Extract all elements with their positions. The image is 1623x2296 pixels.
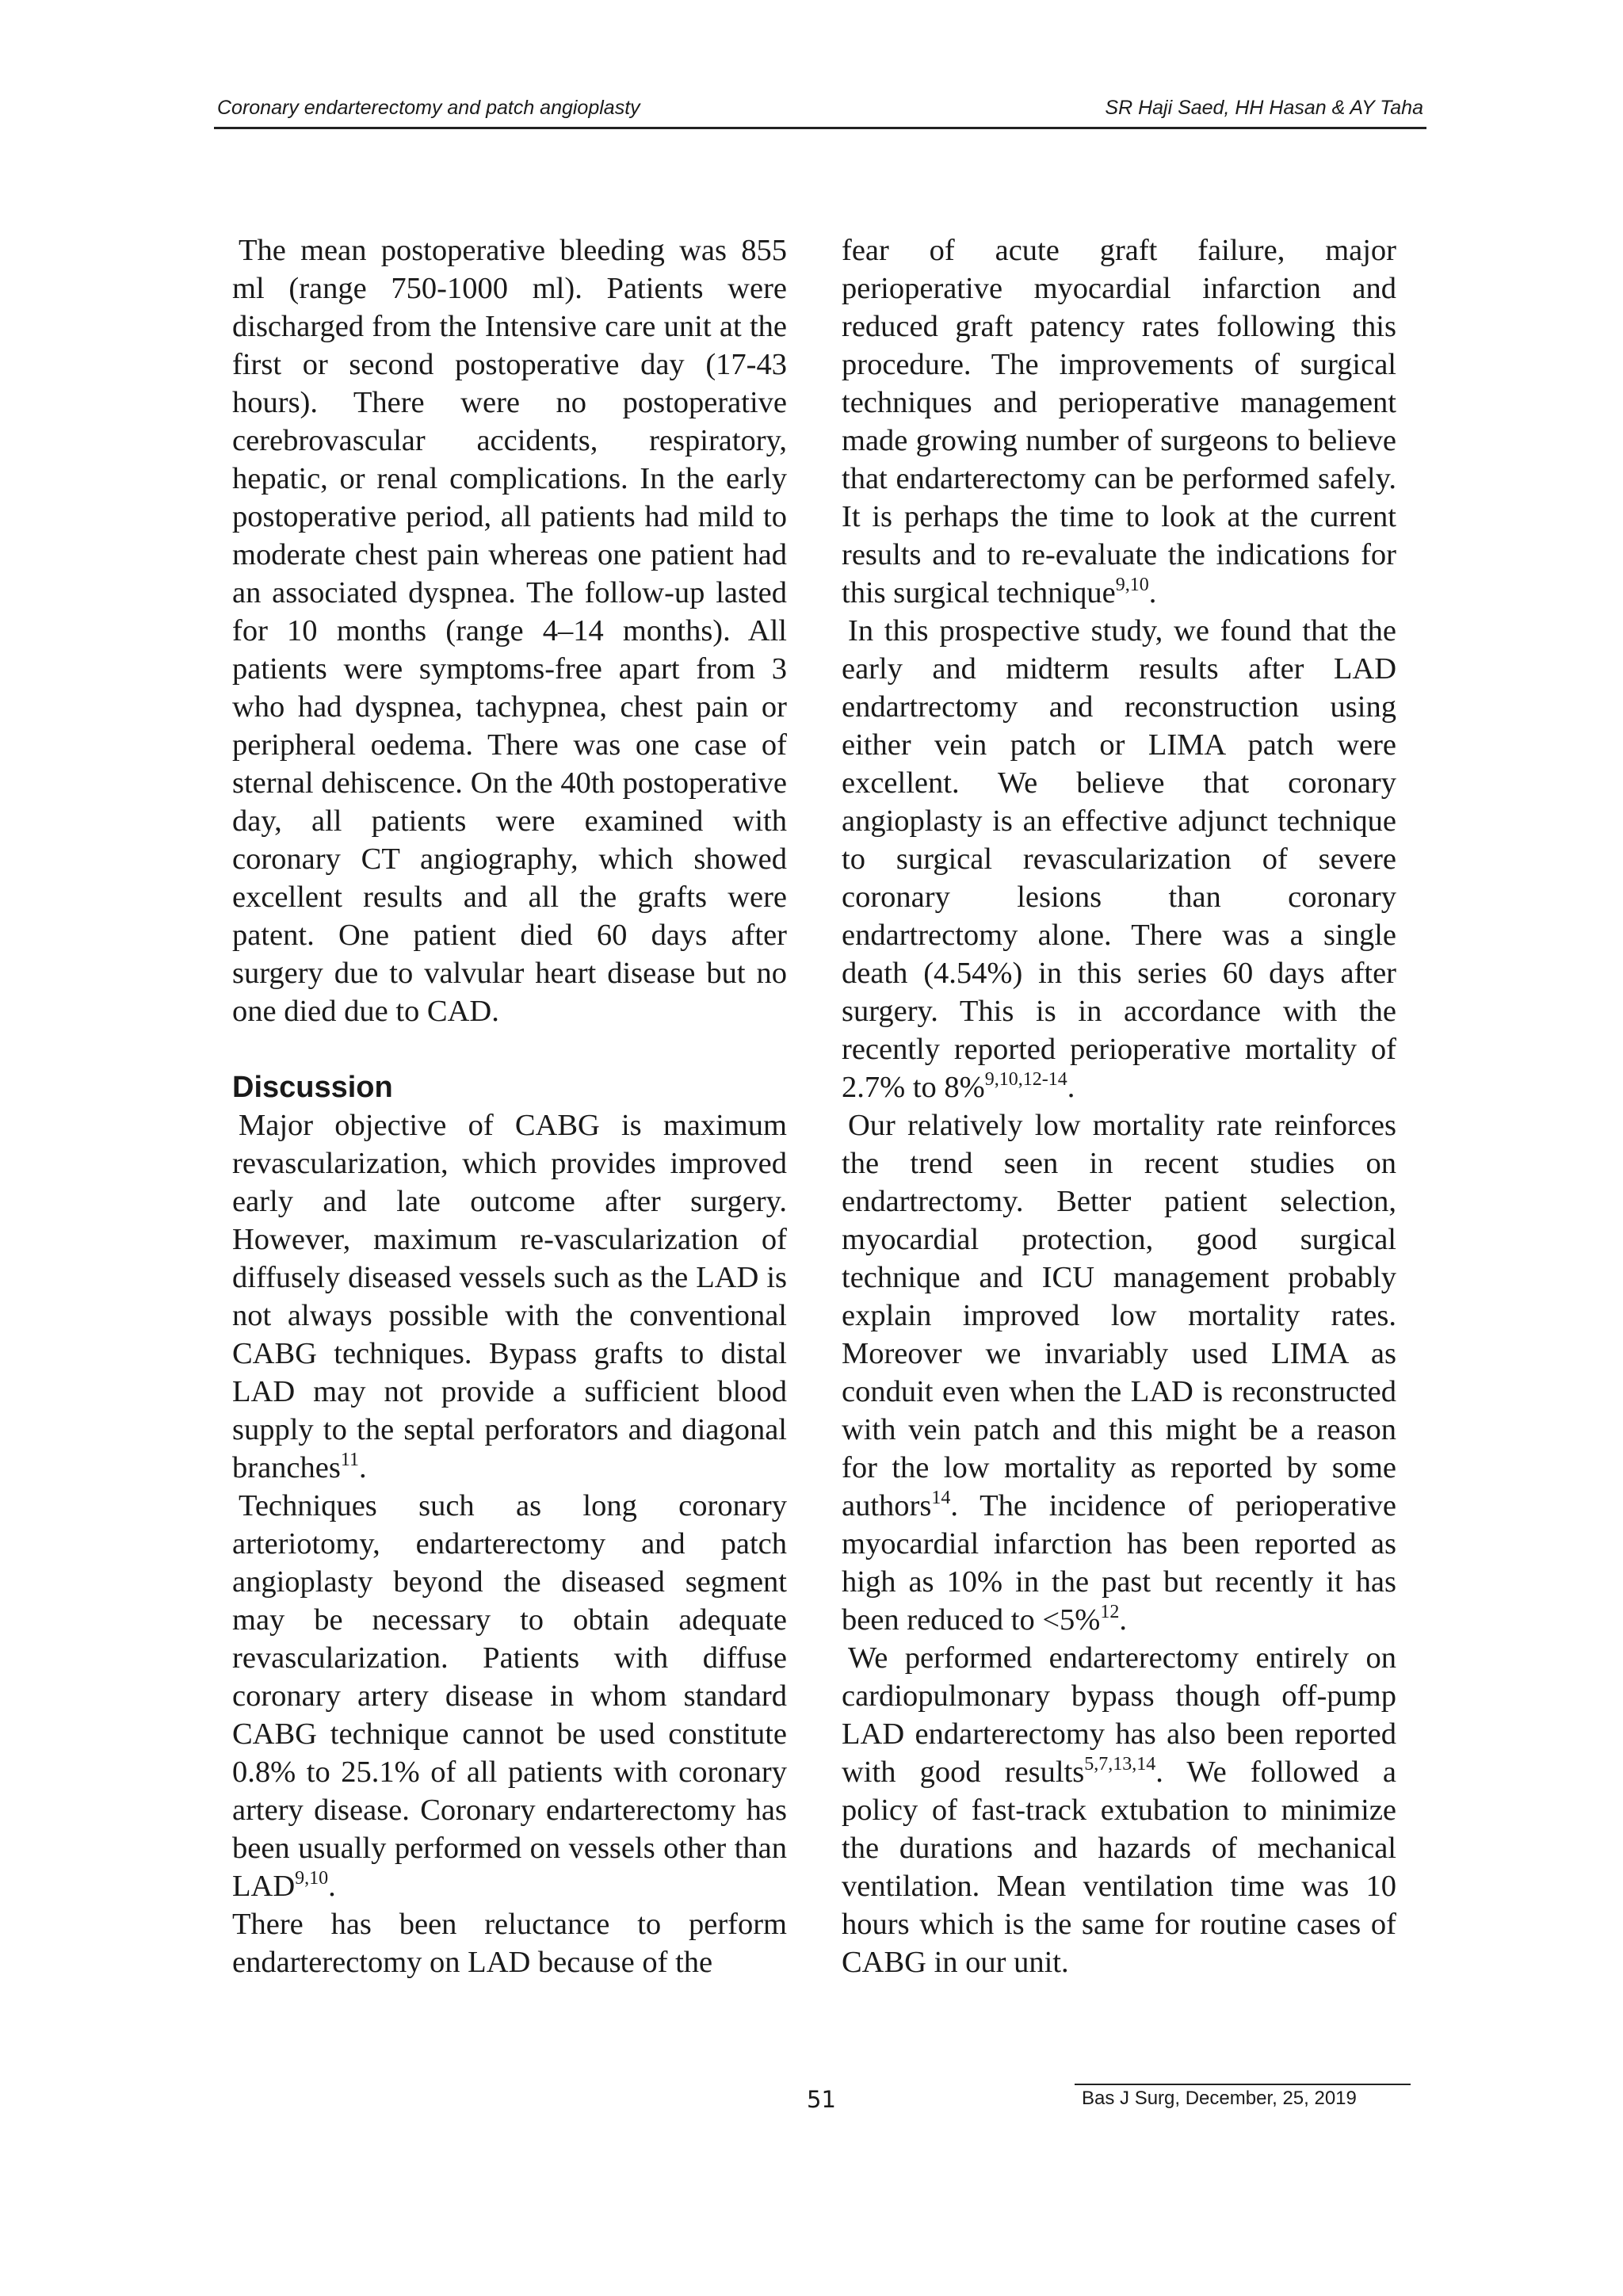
header-article-title: Coronary endarterectomy and patch angioplasty xyxy=(217,97,640,119)
results-paragraph xyxy=(232,231,787,1030)
discussion-paragraph-1-text: Major objective of CABG is maximum revascularization, which provides improved early and late outcome after surgery. However, maximum re-vascularization of diffusely diseased vessels such as the LAD is not always possible with the conventional CABG techniques. Bypass grafts to distal LAD may not provide a sufficient blood supply to the septal perforators and diagonal branches xyxy=(232,1109,787,1484)
discussion-paragraph-2-text: Techniques such as long coronary arteriotomy, endarterectomy and patch angioplasty beyond the diseased segment may be necessary to obtain adequate revascularization. Patients with diffuse coronary artery disease in whom standard CABG technique cannot be used constitute 0.8% to 25.1% of all patients with coronary artery disease. Coronary endarterectomy has been usually performed on vessels other than LAD xyxy=(232,1489,787,1903)
discussion-paragraph-3-cont xyxy=(842,231,1396,612)
citation-ref: 5,7,13,14 xyxy=(1084,1754,1156,1775)
right-column xyxy=(842,231,1396,1981)
citation-ref: 14 xyxy=(931,1488,951,1508)
citation-ref: 9,10,12-14 xyxy=(984,1069,1067,1090)
sentence-end: . xyxy=(328,1870,336,1903)
citation-ref: 9,10 xyxy=(295,1868,329,1889)
page-number: 51 xyxy=(807,2086,836,2113)
sentence-end: . xyxy=(358,1451,367,1484)
discussion-paragraph-4-text: In this prospective study, we found that the early and midterm results after LAD endartrectomy and reconstruction using either vein patch or LIMA patch were excellent. We believe that coronary angioplasty is an effective adjunct technique to surgical revascularization of severe coronary lesions than coronary endartrectomy alone. There was a single death (4.54%) in this series 60 days after surgery. This is in accordance with the recently reported perioperative mortality of 2.7% to 8% xyxy=(842,614,1396,1104)
discussion-paragraph-5-text-a: Our relatively low mortality rate reinforces the trend seen in recent studies on endartrectomy. Better patient selection, myocardial protection, good surgical technique and ICU management probably explain improved low mortality rates. Moreover we invariably used LIMA as conduit even when the LAD is reconstructed with vein patch and this might be a reason for the low mortality as reported by some authors xyxy=(842,1109,1396,1522)
discussion-paragraph-5 xyxy=(842,1106,1396,1639)
discussion-paragraph-6-text-b: . We followed a policy of fast-track extubation to minimize the durations and hazards of mechanical ventilation. Mean ventilation time was 10 hours which is the same for routine cases of CABG in our unit. xyxy=(842,1755,1397,1979)
citation-ref: 9,10 xyxy=(1115,575,1149,595)
left-column xyxy=(232,231,787,1981)
sentence-end: . xyxy=(1148,576,1157,609)
discussion-paragraph-3-start xyxy=(232,1905,787,1981)
discussion-paragraph-1 xyxy=(232,1106,787,1487)
header-authors: SR Haji Saed, HH Hasan & AY Taha xyxy=(1105,97,1423,119)
running-header xyxy=(214,92,1426,129)
sentence-end: . xyxy=(1119,1603,1127,1637)
discussion-paragraph-3-cont-text: fear of acute graft failure, major perioperative myocardial infarction and reduced graft patency rates following this procedure. The improvements of surgical techniques and perioperative management made growing number of surgeons to believe that endarterectomy can be performed safely. It is perhaps the time to look at the current results and to re-evaluate the indications for this surgical technique xyxy=(842,234,1396,609)
journal-citation: Bas J Surg, December, 25, 2019 xyxy=(1082,2088,1357,2109)
discussion-paragraph-4 xyxy=(842,612,1396,1106)
discussion-paragraph-6-text-a: We performed endarterectomy entirely on cardiopulmonary bypass though off-pump LAD endarterectomy has also been reported with good results xyxy=(842,1641,1396,1789)
discussion-paragraph-6 xyxy=(842,1639,1396,1981)
sentence-end: . xyxy=(1067,1071,1075,1104)
citation-ref: 12 xyxy=(1100,1602,1120,1622)
footer-divider xyxy=(1075,2084,1411,2085)
discussion-paragraph-5-text-b: . The incidence of perioperative myocardial infarction has been reported as high as 10% in the past but recently it has been reduced to <5% xyxy=(842,1489,1396,1637)
discussion-paragraph-2 xyxy=(232,1487,787,1905)
citation-ref: 11 xyxy=(340,1450,359,1470)
discussion-heading: Discussion xyxy=(232,1071,393,1104)
discussion-paragraph-3-text: There has been reluctance to perform endarterectomy on LAD because of the xyxy=(232,1908,787,1979)
results-text: The mean postoperative bleeding was 855 ml (range 750-1000 ml). Patients were discharged from the Intensive care unit at the first or second postoperative day (17-43 hours). There were no postoperative cerebrovascular accidents, respiratory, hepatic, or renal complications. In the early postoperative period, all patients had mild to moderate chest pain whereas one patient had an associated dyspnea. The follow-up lasted for 10 months (range 4–14 months). All patients were symptoms-free apart from 3 who had dyspnea, tachypnea, chest pain or peripheral oedema. There was one case of sternal dehiscence. On the 40th postoperative day, all patients were examined with coronary CT angiography, which showed excellent results and all the grafts were patent. One patient died 60 days after surgery due to valvular heart disease but no one died due to CAD. xyxy=(232,234,787,1028)
